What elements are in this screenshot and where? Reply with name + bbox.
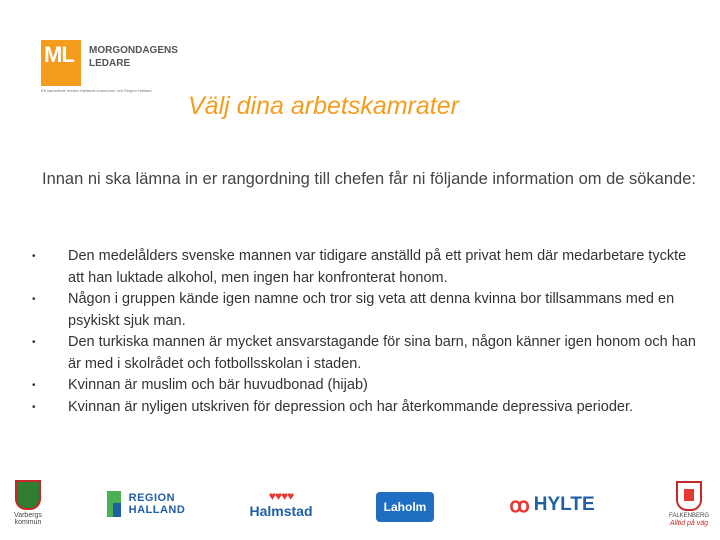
halmstad-label: Halmstad	[249, 503, 313, 519]
bullet-dot: •	[32, 294, 36, 305]
bullet-dot: •	[32, 380, 36, 391]
falkenberg-logo	[664, 476, 714, 532]
hylte-label: HYLTE	[533, 494, 595, 515]
falkenberg-crest-icon	[676, 481, 702, 511]
region-halland-label	[129, 492, 186, 516]
bullet-text: Någon i gruppen kände igen namne och tror sig veta att denna kvinna bor tillsammans med en psykiskt sjuk man.	[68, 291, 675, 329]
bullet-text: Den medelålders svenske mannen var tidigare anställd på ett privat hem där medarbetare tyckte att han luktade alkohol, men ingen har konfronterat honom.	[68, 248, 687, 286]
slide-title: Välj dina arbetskamrater	[188, 92, 459, 120]
varberg-crest-icon	[15, 480, 41, 510]
logo-name-line2: LEDARE	[89, 58, 131, 69]
bullet-item	[30, 246, 700, 289]
region-label-line2: HALLAND	[128, 504, 186, 516]
logo-initials: ML	[44, 42, 74, 67]
varberg-label-line2: kommun	[14, 519, 42, 526]
varberg-label-line1: Varbergs	[14, 512, 42, 519]
logo-tagline: Ett samarbete mellan Hallands kommuner och Region Halland	[41, 88, 152, 93]
hylte-logo	[506, 490, 598, 520]
logo-name-line1: MORGONDAGENS	[89, 45, 178, 56]
bullet-text: Den turkiska mannen är mycket ansvarstagande för sina barn, någon känner igen honom och han är med i skolrådet och fotbollsskolan i staden.	[68, 334, 696, 372]
bullet-dot: •	[32, 251, 36, 262]
slide-intro: Innan ni ska lämna in er rangordning till chefen får ni följande information om de sökande:	[42, 170, 696, 188]
bullet-item	[30, 375, 700, 397]
bullet-text: Kvinnan är nyligen utskriven för depression och har återkommande depressiva perioder.	[68, 398, 634, 415]
varberg-logo	[8, 478, 48, 528]
logo-mark	[41, 40, 81, 86]
bullet-text: Kvinnan är muslim och bär huvudbonad (hijab)	[68, 377, 368, 393]
region-halland-mark-icon	[103, 489, 125, 519]
region-halland-logo	[98, 486, 190, 522]
bullet-item	[30, 397, 700, 419]
halmstad-hearts-icon: ♥♥♥♥	[268, 489, 294, 503]
varberg-label	[14, 512, 42, 526]
bullet-list	[30, 246, 700, 418]
bullet-item	[30, 289, 700, 332]
bullet-dot: •	[32, 401, 36, 413]
halmstad-logo	[246, 484, 316, 524]
laholm-logo	[376, 492, 434, 522]
bullet-dot: •	[32, 337, 36, 348]
hylte-mark-icon: ꝏ	[509, 494, 530, 517]
laholm-label: Laholm	[383, 500, 427, 514]
region-label-line1: REGION	[128, 492, 176, 504]
bullet-item	[30, 332, 700, 375]
logo-name	[89, 44, 179, 70]
falkenberg-signature: Alltid på väg	[669, 520, 709, 527]
falkenberg-label: FALKENBERG	[668, 513, 709, 519]
